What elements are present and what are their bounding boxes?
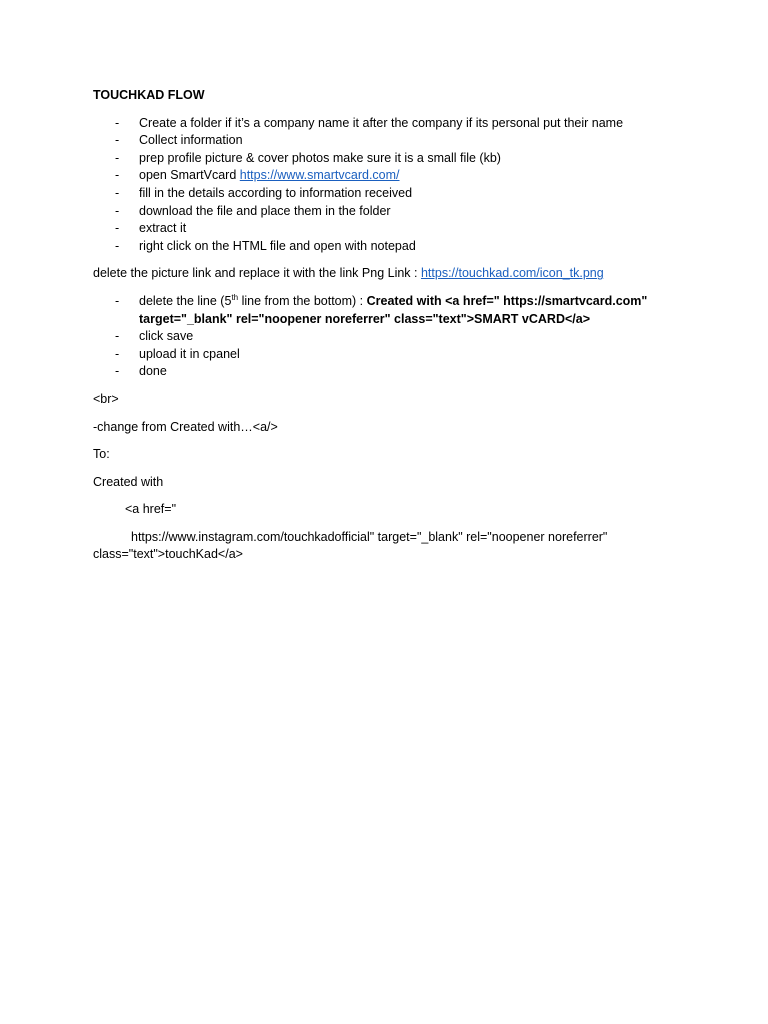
step-text: done bbox=[139, 364, 167, 379]
list-dash: - bbox=[115, 168, 120, 183]
replace-text: delete the picture link and replace it with the link Png Link : bbox=[93, 266, 421, 281]
list-item bbox=[93, 363, 673, 381]
list-item bbox=[93, 150, 673, 168]
delete-line-middle: line from the bottom) : bbox=[238, 293, 367, 308]
list-item bbox=[93, 132, 673, 150]
list-item bbox=[93, 115, 673, 133]
step-text: right click on the HTML file and open with notepad bbox=[139, 238, 416, 253]
list-dash: - bbox=[115, 203, 120, 218]
step-text: extract it bbox=[139, 221, 187, 236]
a-href-line: <a href=" bbox=[125, 502, 177, 517]
delete-line-code: Created with <a href=" https://smartvcard.com" target="_blank" rel="noopener noreferrer" class="text">SMART vCARD</a> bbox=[139, 293, 648, 326]
list-dash: - bbox=[115, 346, 120, 361]
list-item bbox=[93, 167, 673, 185]
step-text: download the file and place them in the folder bbox=[139, 203, 391, 218]
created-with-line: Created with bbox=[93, 474, 164, 489]
list-item bbox=[93, 203, 673, 221]
document-page bbox=[93, 87, 673, 564]
step-text: Collect information bbox=[139, 133, 243, 148]
steps-list-1 bbox=[93, 115, 673, 256]
list-item bbox=[93, 293, 673, 328]
list-dash: - bbox=[115, 329, 120, 344]
png-link[interactable]: https://touchkad.com/icon_tk.png bbox=[420, 266, 604, 281]
instagram-line-1: https://www.instagram.com/touchkadofficial" target="_blank" rel="noopener noreferrer" bbox=[131, 529, 608, 544]
delete-line-prefix: delete the line (5 bbox=[139, 293, 232, 308]
list-dash: - bbox=[115, 185, 120, 200]
document-title: TOUCHKAD FLOW bbox=[93, 88, 205, 102]
to-line: To: bbox=[93, 447, 110, 462]
br-line: <br> bbox=[93, 391, 119, 406]
step-text: prep profile picture & cover photos make sure it is a small file (kb) bbox=[139, 150, 501, 165]
step-text: click save bbox=[139, 329, 194, 344]
list-dash: - bbox=[115, 293, 120, 308]
steps-list-2 bbox=[93, 293, 673, 381]
list-dash: - bbox=[115, 221, 120, 236]
list-item bbox=[93, 220, 673, 238]
list-dash: - bbox=[115, 364, 120, 379]
instagram-paragraph bbox=[93, 529, 673, 564]
change-line: -change from Created with…<a/> bbox=[93, 419, 278, 434]
delete-line-sup: th bbox=[231, 292, 239, 302]
instagram-line-2: class="text">touchKad</a> bbox=[93, 547, 243, 562]
list-item bbox=[93, 346, 673, 364]
step-text: open SmartVcard bbox=[139, 168, 240, 183]
step-text: upload it in cpanel bbox=[139, 346, 240, 361]
list-item bbox=[93, 238, 673, 256]
step-text: Create a folder if it’s a company name it after the company if its personal put their name bbox=[139, 115, 624, 130]
replace-paragraph bbox=[93, 265, 673, 283]
list-item bbox=[93, 185, 673, 203]
list-dash: - bbox=[115, 150, 120, 165]
list-dash: - bbox=[115, 133, 120, 148]
smartvcard-link[interactable]: https://www.smartvcard.com/ bbox=[239, 168, 400, 183]
list-dash: - bbox=[115, 115, 120, 130]
list-dash: - bbox=[115, 238, 120, 253]
list-item bbox=[93, 328, 673, 346]
step-text: fill in the details according to information received bbox=[139, 185, 413, 200]
